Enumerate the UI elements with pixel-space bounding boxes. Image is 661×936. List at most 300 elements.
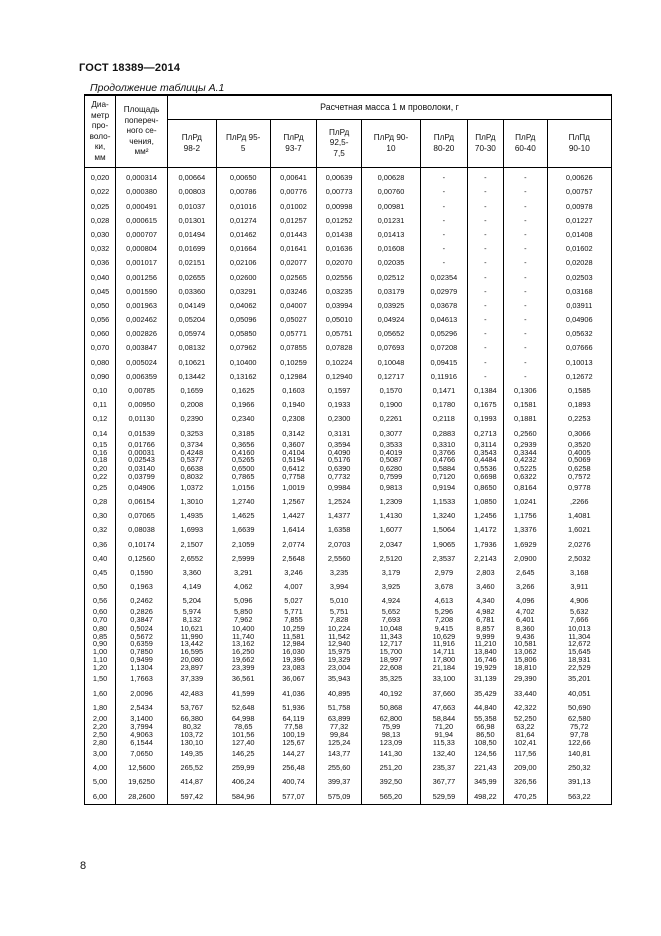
cell-mass: 4,613 bbox=[421, 594, 468, 608]
cell-mass: 62,800 75,99 bbox=[361, 715, 420, 731]
cell-mass: 0,02565 bbox=[270, 270, 317, 284]
table-row bbox=[85, 701, 612, 715]
cell-diameter: 3,00 bbox=[85, 747, 116, 761]
cell-mass: 0,01699 bbox=[167, 242, 216, 256]
cell-mass: 597,42 bbox=[167, 789, 216, 804]
cell-mass: 0,03360 bbox=[167, 285, 216, 299]
cell-mass: 3,266 bbox=[504, 580, 548, 594]
cell-mass: 36,067 bbox=[270, 672, 317, 686]
cell-mass: 42,322 bbox=[504, 701, 548, 715]
cell-mass: 2,1507 bbox=[167, 537, 216, 551]
cell-mass: - bbox=[504, 168, 548, 186]
table-row bbox=[85, 566, 612, 580]
cell-area: 0,000615 bbox=[116, 214, 168, 228]
cell-mass: - bbox=[504, 370, 548, 384]
cell-mass: 0,01301 bbox=[167, 214, 216, 228]
cell-mass: 10,048 11,343 12,717 15,700 18,997 22,608 bbox=[361, 624, 420, 672]
cell-mass: 5,652 7,693 bbox=[361, 608, 420, 624]
table-row bbox=[85, 185, 612, 199]
cell-mass: 0,01462 bbox=[216, 228, 270, 242]
cell-diameter: 0,045 bbox=[85, 285, 116, 299]
cell-mass: 1,0372 bbox=[167, 481, 216, 495]
cell-mass: 470,25 bbox=[504, 789, 548, 804]
cell-mass: 0,3533 0,4019 0,5087 bbox=[361, 441, 420, 465]
cell-mass: - bbox=[467, 228, 503, 242]
cell-mass: 0,01494 bbox=[167, 228, 216, 242]
cell-mass: 1,1756 bbox=[504, 509, 548, 523]
cell-mass: 1,6077 bbox=[361, 523, 420, 537]
cell-area: 0,005024 bbox=[116, 355, 168, 369]
cell-diameter: 0,056 bbox=[85, 313, 116, 327]
cell-mass: 0,1581 bbox=[504, 398, 548, 412]
cell-mass: 0,02070 bbox=[317, 256, 362, 270]
cell-mass: 0,2253 bbox=[547, 412, 611, 426]
cell-area: 0,002462 bbox=[116, 313, 168, 327]
cell-mass: 0,00773 bbox=[317, 185, 362, 199]
cell-mass: 0,10048 bbox=[361, 355, 420, 369]
cell-mass: 2,803 bbox=[467, 566, 503, 580]
cell-mass: 0,05771 bbox=[270, 327, 317, 341]
table-row bbox=[85, 624, 612, 672]
cell-mass: 0,05296 bbox=[421, 327, 468, 341]
cell-mass: 0,2261 bbox=[361, 412, 420, 426]
cell-area: 2,0096 bbox=[116, 686, 168, 700]
cell-mass: 0,01664 bbox=[216, 242, 270, 256]
cell-mass: 35,429 bbox=[467, 686, 503, 700]
cell-mass: 399,37 bbox=[317, 775, 362, 789]
header-alloy-3: ПлРд 93-7 bbox=[270, 120, 317, 168]
cell-mass: 0,9194 bbox=[421, 481, 468, 495]
cell-diameter: 0,11 bbox=[85, 398, 116, 412]
cell-mass: 0,00760 bbox=[361, 185, 420, 199]
cell-mass: 55,358 66,98 bbox=[467, 715, 503, 731]
cell-area: 4,9063 6,1544 bbox=[116, 731, 168, 747]
cell-mass: - bbox=[421, 199, 468, 213]
cell-diameter: 4,00 bbox=[85, 761, 116, 775]
cell-area: 0,000707 bbox=[116, 228, 168, 242]
cell-mass: 0,01608 bbox=[361, 242, 420, 256]
cell-mass: - bbox=[467, 313, 503, 327]
cell-mass: 52,648 bbox=[216, 701, 270, 715]
cell-mass: - bbox=[467, 256, 503, 270]
cell-mass: 149,35 bbox=[167, 747, 216, 761]
cell-mass: 1,4130 bbox=[361, 509, 420, 523]
cell-mass: - bbox=[421, 168, 468, 186]
table-row bbox=[85, 495, 612, 509]
cell-mass: 0,02512 bbox=[361, 270, 420, 284]
cell-area: 0,10174 bbox=[116, 537, 168, 551]
cell-mass: 42,483 bbox=[167, 686, 216, 700]
cell-mass: 5,632 7,666 bbox=[547, 608, 611, 624]
table-row bbox=[85, 775, 612, 789]
cell-mass: 0,02655 bbox=[167, 270, 216, 284]
table-row bbox=[85, 355, 612, 369]
cell-diameter: 1,80 bbox=[85, 701, 116, 715]
table-row bbox=[85, 481, 612, 495]
cell-mass: 256,48 bbox=[270, 761, 317, 775]
cell-mass: 1,3376 bbox=[504, 523, 548, 537]
cell-mass: 0,00639 bbox=[317, 168, 362, 186]
cell-mass: 0,2713 bbox=[467, 426, 503, 440]
cell-mass: 0,5884 0,7120 bbox=[421, 465, 468, 481]
cell-mass: - bbox=[504, 327, 548, 341]
cell-mass: 406,24 bbox=[216, 775, 270, 789]
cell-mass: 0,11916 bbox=[421, 370, 468, 384]
table-row bbox=[85, 214, 612, 228]
cell-diameter: 0,28 bbox=[85, 495, 116, 509]
cell-mass: 0,10400 bbox=[216, 355, 270, 369]
cell-mass: 4,096 bbox=[504, 594, 548, 608]
cell-mass: 0,13162 bbox=[216, 370, 270, 384]
cell-mass: 58,844 71,20 bbox=[421, 715, 468, 731]
cell-mass: 0,2008 bbox=[167, 398, 216, 412]
cell-mass: 9,415 10,629 11,916 14,711 17,800 21,184 bbox=[421, 624, 468, 672]
cell-diameter: 0,030 bbox=[85, 228, 116, 242]
cell-mass: 0,00998 bbox=[317, 199, 362, 213]
table-row bbox=[85, 285, 612, 299]
cell-mass: 3,360 bbox=[167, 566, 216, 580]
cell-diameter: 0,15 0,16 0,18 bbox=[85, 441, 116, 465]
table-row bbox=[85, 608, 612, 624]
table-row bbox=[85, 580, 612, 594]
header-mass-group: Расчетная масса 1 м проволоки, г bbox=[167, 95, 611, 120]
table-row bbox=[85, 270, 612, 284]
cell-mass: - bbox=[421, 185, 468, 199]
cell-mass: 0,03291 bbox=[216, 285, 270, 299]
cell-mass: 1,0019 bbox=[270, 481, 317, 495]
cell-mass: - bbox=[467, 242, 503, 256]
cell-mass: 0,3185 bbox=[216, 426, 270, 440]
cell-mass: 52,250 63,22 bbox=[504, 715, 548, 731]
cell-mass: 0,02077 bbox=[270, 256, 317, 270]
cell-area: 0,001963 bbox=[116, 299, 168, 313]
cell-mass: 0,2340 bbox=[216, 412, 270, 426]
cell-mass: 2,645 bbox=[504, 566, 548, 580]
cell-area: 3,1400 3,7994 bbox=[116, 715, 168, 731]
cell-area: 0,000491 bbox=[116, 199, 168, 213]
cell-mass: 0,3607 0,4104 0,5194 bbox=[270, 441, 317, 465]
table-row bbox=[85, 672, 612, 686]
cell-mass: 0,2939 0,3344 0,4232 bbox=[504, 441, 548, 465]
table-row bbox=[85, 426, 612, 440]
cell-mass: 0,1659 bbox=[167, 384, 216, 398]
cell-mass: 0,3656 0,4160 0,5265 bbox=[216, 441, 270, 465]
table-row bbox=[85, 199, 612, 213]
table-row bbox=[85, 327, 612, 341]
cell-mass: 0,02600 bbox=[216, 270, 270, 284]
cell-mass: 0,3142 bbox=[270, 426, 317, 440]
cell-mass: 40,192 bbox=[361, 686, 420, 700]
cell-mass: 3,678 bbox=[421, 580, 468, 594]
cell-mass: 40,895 bbox=[317, 686, 362, 700]
cell-mass: 41,036 bbox=[270, 686, 317, 700]
cell-mass: 37,339 bbox=[167, 672, 216, 686]
cell-mass: 0,1933 bbox=[317, 398, 362, 412]
cell-area: 0,01130 bbox=[116, 412, 168, 426]
table-row bbox=[85, 552, 612, 566]
cell-diameter: 0,090 bbox=[85, 370, 116, 384]
cell-mass: 0,1603 bbox=[270, 384, 317, 398]
cell-mass: 0,05974 bbox=[167, 327, 216, 341]
cell-area: 19,6250 bbox=[116, 775, 168, 789]
cell-mass: 0,01252 bbox=[317, 214, 362, 228]
cell-mass: - bbox=[504, 228, 548, 242]
cell-mass: 0,13442 bbox=[167, 370, 216, 384]
cell-diameter: 0,036 bbox=[85, 256, 116, 270]
cell-mass: 0,3253 bbox=[167, 426, 216, 440]
cell-mass: 0,10259 bbox=[270, 355, 317, 369]
cell-mass: 4,340 bbox=[467, 594, 503, 608]
cell-mass: 1,0241 bbox=[504, 495, 548, 509]
cell-mass: 4,924 bbox=[361, 594, 420, 608]
cell-mass: 3,168 bbox=[547, 566, 611, 580]
cell-mass: 1,2456 bbox=[467, 509, 503, 523]
cell-mass: 1,6414 bbox=[270, 523, 317, 537]
cell-diameter: 0,45 bbox=[85, 566, 116, 580]
cell-mass: 0,3077 bbox=[361, 426, 420, 440]
cell-mass: 1,2524 bbox=[317, 495, 362, 509]
cell-mass: 1,0850 bbox=[467, 495, 503, 509]
cell-mass: 0,05027 bbox=[270, 313, 317, 327]
cell-mass: 40,051 bbox=[547, 686, 611, 700]
cell-mass: 0,01408 bbox=[547, 228, 611, 242]
table-row bbox=[85, 384, 612, 398]
cell-mass: - bbox=[504, 214, 548, 228]
cell-mass: 5,096 bbox=[216, 594, 270, 608]
cell-mass: 0,00664 bbox=[167, 168, 216, 186]
cell-mass: 35,201 bbox=[547, 672, 611, 686]
cell-mass: 0,01002 bbox=[270, 199, 317, 213]
cell-mass: 0,07828 bbox=[317, 341, 362, 355]
cell-mass: 0,07962 bbox=[216, 341, 270, 355]
cell-mass: 0,02556 bbox=[317, 270, 362, 284]
cell-mass: 0,12717 bbox=[361, 370, 420, 384]
cell-mass: 99,84 125,24 bbox=[317, 731, 362, 747]
cell-mass: 0,01438 bbox=[317, 228, 362, 242]
table-row bbox=[85, 441, 612, 465]
table-row bbox=[85, 256, 612, 270]
cell-mass: 0,03168 bbox=[547, 285, 611, 299]
cell-mass: 5,850 7,962 bbox=[216, 608, 270, 624]
cell-mass: 0,03994 bbox=[317, 299, 362, 313]
cell-mass: 0,10013 bbox=[547, 355, 611, 369]
cell-mass: - bbox=[467, 370, 503, 384]
cell-mass: - bbox=[421, 256, 468, 270]
cell-mass: 0,05751 bbox=[317, 327, 362, 341]
cell-mass: - bbox=[504, 270, 548, 284]
cell-mass: 1,3010 bbox=[167, 495, 216, 509]
cell-mass: 235,37 bbox=[421, 761, 468, 775]
cell-mass: 0,04613 bbox=[421, 313, 468, 327]
cell-mass: 1,1533 bbox=[421, 495, 468, 509]
cell-area: 0,001256 bbox=[116, 270, 168, 284]
cell-mass: 36,561 bbox=[216, 672, 270, 686]
cell-mass: 0,02354 bbox=[421, 270, 468, 284]
cell-mass: - bbox=[504, 355, 548, 369]
cell-mass: - bbox=[467, 214, 503, 228]
cell-mass: 0,12672 bbox=[547, 370, 611, 384]
cell-mass: 0,3310 0,3766 0,4766 bbox=[421, 441, 468, 465]
cell-mass: 101,56 127,40 bbox=[216, 731, 270, 747]
cell-mass: 0,04062 bbox=[216, 299, 270, 313]
cell-mass: 144,27 bbox=[270, 747, 317, 761]
cell-mass: 0,07666 bbox=[547, 341, 611, 355]
cell-mass: 0,3734 0,4248 0,5377 bbox=[167, 441, 216, 465]
cell-mass: 0,2560 bbox=[504, 426, 548, 440]
cell-diameter: 0,56 bbox=[85, 594, 116, 608]
cell-area: 0,00785 bbox=[116, 384, 168, 398]
cell-diameter: 0,80 0,85 0,90 1,00 1,10 1,20 bbox=[85, 624, 116, 672]
cell-mass: 100,19 125,67 bbox=[270, 731, 317, 747]
cell-mass: 0,6412 0,7758 bbox=[270, 465, 317, 481]
cell-mass: 0,00978 bbox=[547, 199, 611, 213]
cell-mass: - bbox=[421, 242, 468, 256]
cell-mass: 3,911 bbox=[547, 580, 611, 594]
cell-mass: 0,05652 bbox=[361, 327, 420, 341]
cell-mass: 53,767 bbox=[167, 701, 216, 715]
cell-mass: 64,119 77,58 bbox=[270, 715, 317, 731]
cell-mass: 140,81 bbox=[547, 747, 611, 761]
cell-mass: 0,01443 bbox=[270, 228, 317, 242]
cell-mass: 1,5064 bbox=[421, 523, 468, 537]
cell-mass: 0,9778 bbox=[547, 481, 611, 495]
cell-diameter: 1,50 bbox=[85, 672, 116, 686]
cell-mass: 0,02151 bbox=[167, 256, 216, 270]
cell-mass: 0,00776 bbox=[270, 185, 317, 199]
cell-area: 0,06154 bbox=[116, 495, 168, 509]
cell-mass: 0,01231 bbox=[361, 214, 420, 228]
cell-mass: 2,6552 bbox=[167, 552, 216, 566]
cell-mass: 0,01641 bbox=[270, 242, 317, 256]
cell-mass: 0,10224 bbox=[317, 355, 362, 369]
table-row bbox=[85, 789, 612, 804]
cell-mass: 255,60 bbox=[317, 761, 362, 775]
cell-mass: 0,6280 0,7599 bbox=[361, 465, 420, 481]
cell-mass: 0,00628 bbox=[361, 168, 420, 186]
cell-mass: 0,01274 bbox=[216, 214, 270, 228]
cell-mass: 1,9065 bbox=[421, 537, 468, 551]
cell-diameter: 0,10 bbox=[85, 384, 116, 398]
cell-mass: - bbox=[421, 214, 468, 228]
cell-diameter: 0,25 bbox=[85, 481, 116, 495]
cell-mass: 2,5999 bbox=[216, 552, 270, 566]
cell-mass: 0,05204 bbox=[167, 313, 216, 327]
cell-diameter: 0,14 bbox=[85, 426, 116, 440]
cell-diameter: 2,00 2,20 bbox=[85, 715, 116, 731]
cell-mass: 31,139 bbox=[467, 672, 503, 686]
cell-area: 0,5024 0,5672 0,6359 0,7850 0,9499 1,1304 bbox=[116, 624, 168, 672]
cell-mass: 2,1059 bbox=[216, 537, 270, 551]
cell-mass: 563,22 bbox=[547, 789, 611, 804]
cell-mass: - bbox=[467, 270, 503, 284]
cell-diameter: 0,080 bbox=[85, 355, 116, 369]
cell-area: 0,002826 bbox=[116, 327, 168, 341]
cell-mass: 0,1893 bbox=[547, 398, 611, 412]
table-row bbox=[85, 465, 612, 481]
cell-mass: 0,05850 bbox=[216, 327, 270, 341]
table-row bbox=[85, 731, 612, 747]
cell-mass: 5,751 7,828 bbox=[317, 608, 362, 624]
cell-mass: 0,08132 bbox=[167, 341, 216, 355]
cell-mass: 1,4427 bbox=[270, 509, 317, 523]
cell-mass: 62,580 75,72 bbox=[547, 715, 611, 731]
cell-mass: 0,00626 bbox=[547, 168, 611, 186]
cell-mass: 0,09415 bbox=[421, 355, 468, 369]
cell-mass: 0,01016 bbox=[216, 199, 270, 213]
cell-mass: 51,936 bbox=[270, 701, 317, 715]
cell-mass: 0,02106 bbox=[216, 256, 270, 270]
cell-mass: 326,56 bbox=[504, 775, 548, 789]
cell-diameter: 1,60 bbox=[85, 686, 116, 700]
table-row bbox=[85, 686, 612, 700]
cell-mass: 0,02035 bbox=[361, 256, 420, 270]
cell-mass: 5,974 8,132 bbox=[167, 608, 216, 624]
table-row bbox=[85, 228, 612, 242]
cell-area: 28,2600 bbox=[116, 789, 168, 804]
header-diameter: Диа- метр про- воло- ки, мм bbox=[85, 95, 116, 168]
table-row bbox=[85, 523, 612, 537]
header-alloy-5: ПлРд 90- 10 bbox=[361, 120, 420, 168]
cell-mass: 0,9984 bbox=[317, 481, 362, 495]
cell-mass: 1,4081 bbox=[547, 509, 611, 523]
cell-mass: - bbox=[504, 185, 548, 199]
cell-area: 2,5434 bbox=[116, 701, 168, 715]
table-row bbox=[85, 341, 612, 355]
cell-mass: 2,2143 bbox=[467, 552, 503, 566]
cell-mass: 63,899 77,32 bbox=[317, 715, 362, 731]
cell-mass: ,2266 bbox=[547, 495, 611, 509]
cell-mass: 0,1570 bbox=[361, 384, 420, 398]
cell-area: 0,07065 bbox=[116, 509, 168, 523]
cell-mass: 50,868 bbox=[361, 701, 420, 715]
cell-area: 0,12560 bbox=[116, 552, 168, 566]
cell-mass: 498,22 bbox=[467, 789, 503, 804]
cell-mass: 0,05096 bbox=[216, 313, 270, 327]
page-number: 8 bbox=[80, 860, 87, 872]
cell-mass: 577,07 bbox=[270, 789, 317, 804]
cell-mass: 259,99 bbox=[216, 761, 270, 775]
cell-mass: 35,325 bbox=[361, 672, 420, 686]
cell-diameter: 0,020 bbox=[85, 168, 116, 186]
cell-area: 0,2826 0,3847 bbox=[116, 608, 168, 624]
cell-mass: - bbox=[421, 228, 468, 242]
cell-mass: 0,02503 bbox=[547, 270, 611, 284]
cell-mass: 2,5120 bbox=[361, 552, 420, 566]
cell-mass: 4,007 bbox=[270, 580, 317, 594]
cell-mass: - bbox=[467, 185, 503, 199]
cell-area: 0,01539 bbox=[116, 426, 168, 440]
cell-mass: - bbox=[504, 242, 548, 256]
cell-diameter: 0,50 bbox=[85, 580, 116, 594]
header-area: Площадь попереч- ного се- чения, мм² bbox=[116, 95, 168, 168]
cell-area: 0,2462 bbox=[116, 594, 168, 608]
table-row bbox=[85, 715, 612, 731]
cell-mass: 10,621 11,990 13,442 16,595 20,080 23,897 bbox=[167, 624, 216, 672]
cell-mass: 0,07208 bbox=[421, 341, 468, 355]
cell-mass: 529,59 bbox=[421, 789, 468, 804]
table-row bbox=[85, 168, 612, 186]
cell-mass: 5,010 bbox=[317, 594, 362, 608]
cell-mass: 0,00981 bbox=[361, 199, 420, 213]
cell-mass: 414,87 bbox=[167, 775, 216, 789]
cell-mass: 10,400 11,740 13,162 16,250 19,662 23,399 bbox=[216, 624, 270, 672]
cell-mass: 0,10621 bbox=[167, 355, 216, 369]
cell-mass: 0,01602 bbox=[547, 242, 611, 256]
cell-mass: 10,259 11,581 12,984 16,030 19,396 23,083 bbox=[270, 624, 317, 672]
cell-diameter: 0,040 bbox=[85, 270, 116, 284]
cell-mass: 209,00 bbox=[504, 761, 548, 775]
cell-mass: 0,12984 bbox=[270, 370, 317, 384]
